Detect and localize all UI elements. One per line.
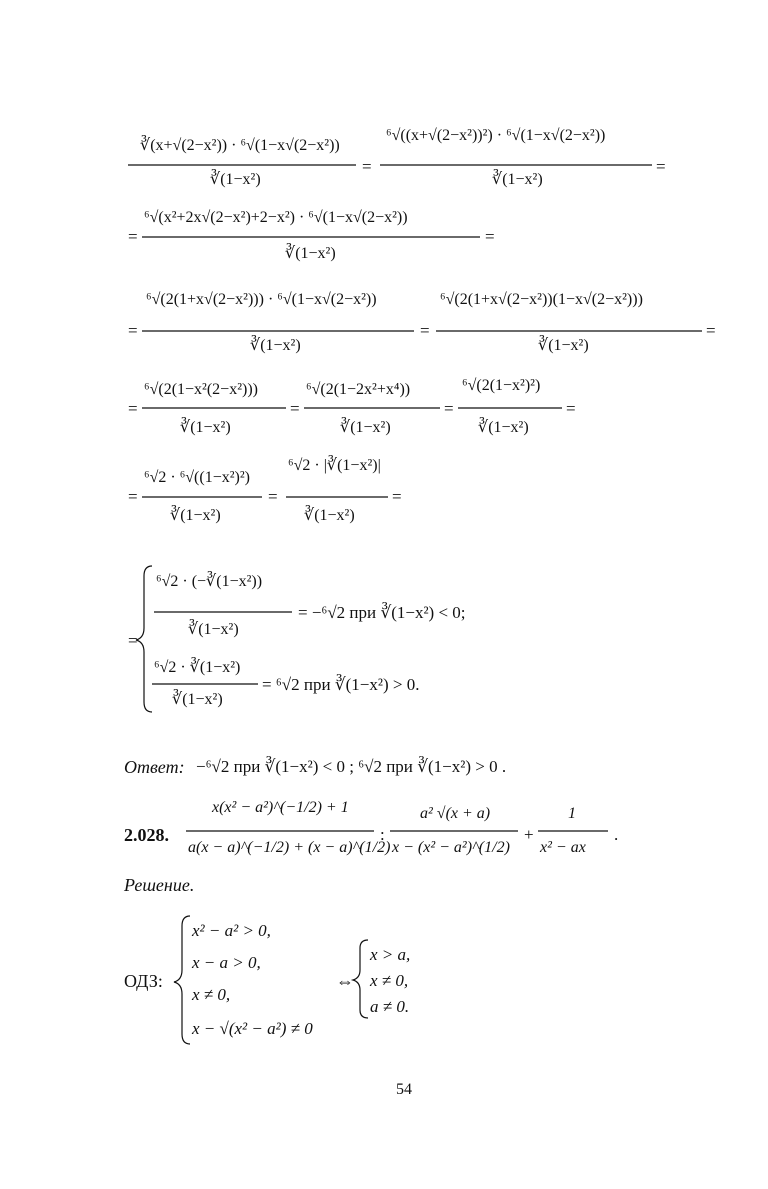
problem-end: . xyxy=(614,825,619,844)
step4-b-num: ⁶√(2(1−2x²+x⁴)) xyxy=(306,381,411,398)
step5-equals-2: = xyxy=(268,487,278,506)
problem-frac3-num: 1 xyxy=(568,805,576,822)
odz-left-2: x ≠ 0, xyxy=(192,985,231,1004)
step3-equals-end: = xyxy=(706,321,716,340)
problem-frac2-den: x − (x² − a²)^(1/2) xyxy=(392,839,510,856)
problem-frac1-num: x(x² − a²)^(−1/2) + 1 xyxy=(212,799,349,816)
odz-left-0: x² − a² > 0, xyxy=(192,921,271,940)
case2-num: ⁶√2 · ∛(1−x²) xyxy=(154,659,241,676)
step3-equals-mid: = xyxy=(420,321,430,340)
odz-arrow: ⇔ xyxy=(336,971,354,991)
odz-left-3: x − √(x² − a²) ≠ 0 xyxy=(192,1019,313,1038)
problem-frac3-den: x² − ax xyxy=(540,839,586,856)
step2-den: ∛(1−x²) xyxy=(285,245,336,262)
answer-text: −⁶√2 при ∛(1−x²) < 0 ; ⁶√2 при ∛(1−x²) > 0 . xyxy=(196,757,507,776)
step1-equals-1: = xyxy=(362,157,372,176)
step5-b-den: ∛(1−x²) xyxy=(304,507,355,524)
odz-right-1: x ≠ 0, xyxy=(370,971,409,990)
problem-frac1-den: a(x − a)^(−1/2) + (x − a)^(1/2) xyxy=(188,839,391,856)
page-number: 54 xyxy=(396,1081,412,1098)
step3-a-num: ⁶√(2(1+x√(2−x²))) · ⁶√(1−x√(2−x²)) xyxy=(146,291,377,308)
step3-b-num: ⁶√(2(1+x√(2−x²))(1−x√(2−x²))) xyxy=(440,291,643,308)
cases-equals: = xyxy=(128,631,138,650)
step3-b-den: ∛(1−x²) xyxy=(538,337,589,354)
problem-number: 2.028. xyxy=(124,825,169,845)
step3-equals-lead: = xyxy=(128,321,138,340)
odz-right-2: a ≠ 0. xyxy=(370,997,410,1016)
case1-result: = −⁶√2 при ∛(1−x²) < 0; xyxy=(298,603,466,622)
step2-num: ⁶√(x²+2x√(2−x²)+2−x²) · ⁶√(1−x√(2−x²)) xyxy=(144,209,408,226)
step4-c-den: ∛(1−x²) xyxy=(478,419,529,436)
case1-num: ⁶√2 · (−∛(1−x²)) xyxy=(156,573,263,590)
step5-a-num: ⁶√2 · ⁶√((1−x²)²) xyxy=(144,469,250,486)
odz-right-brace xyxy=(353,940,368,1018)
step4-equals-end: = xyxy=(566,399,576,418)
case1-den: ∛(1−x²) xyxy=(188,621,239,638)
case2-den: ∛(1−x²) xyxy=(172,691,223,708)
answer-label: Ответ: xyxy=(124,757,185,777)
step1-rhs-den: ∛(1−x²) xyxy=(492,171,543,188)
step4-equals-lead: = xyxy=(128,399,138,418)
problem-frac2-num: a² √(x + a) xyxy=(420,805,491,822)
step2-equals-lead: = xyxy=(128,227,138,246)
step4-c-num: ⁶√(2(1−x²)²) xyxy=(462,377,541,394)
step4-equals-2: = xyxy=(290,399,300,418)
step1-lhs-den: ∛(1−x²) xyxy=(210,171,261,188)
step5-b-num: ⁶√2 · |∛(1−x²)| xyxy=(288,457,381,474)
step5-equals-end: = xyxy=(392,487,402,506)
odz-left-1: x − a > 0, xyxy=(192,953,261,972)
cases-brace xyxy=(136,566,152,712)
step4-a-num: ⁶√(2(1−x²(2−x²))) xyxy=(144,381,258,398)
step5-equals-lead: = xyxy=(128,487,138,506)
step5-a-den: ∛(1−x²) xyxy=(170,507,221,524)
case2-result: = ⁶√2 при ∛(1−x²) > 0. xyxy=(262,675,420,694)
problem-op1: : xyxy=(380,825,385,844)
solution-label: Решение. xyxy=(124,875,195,895)
step4-b-den: ∛(1−x²) xyxy=(340,419,391,436)
step1-equals-2: = xyxy=(656,157,666,176)
step1-lhs-num: ∛(x+√(2−x²)) · ⁶√(1−x√(2−x²)) xyxy=(140,137,340,154)
step3-a-den: ∛(1−x²) xyxy=(250,337,301,354)
step2-equals-end: = xyxy=(485,227,495,246)
step1-rhs-num: ⁶√((x+√(2−x²))²) · ⁶√(1−x√(2−x²)) xyxy=(386,127,606,144)
step4-a-den: ∛(1−x²) xyxy=(180,419,231,436)
odz-left-brace xyxy=(174,916,190,1044)
odz-label: ОДЗ: xyxy=(124,971,163,991)
odz-right-0: x > a, xyxy=(370,945,411,964)
problem-op2: + xyxy=(524,825,534,844)
step4-equals-3: = xyxy=(444,399,454,418)
